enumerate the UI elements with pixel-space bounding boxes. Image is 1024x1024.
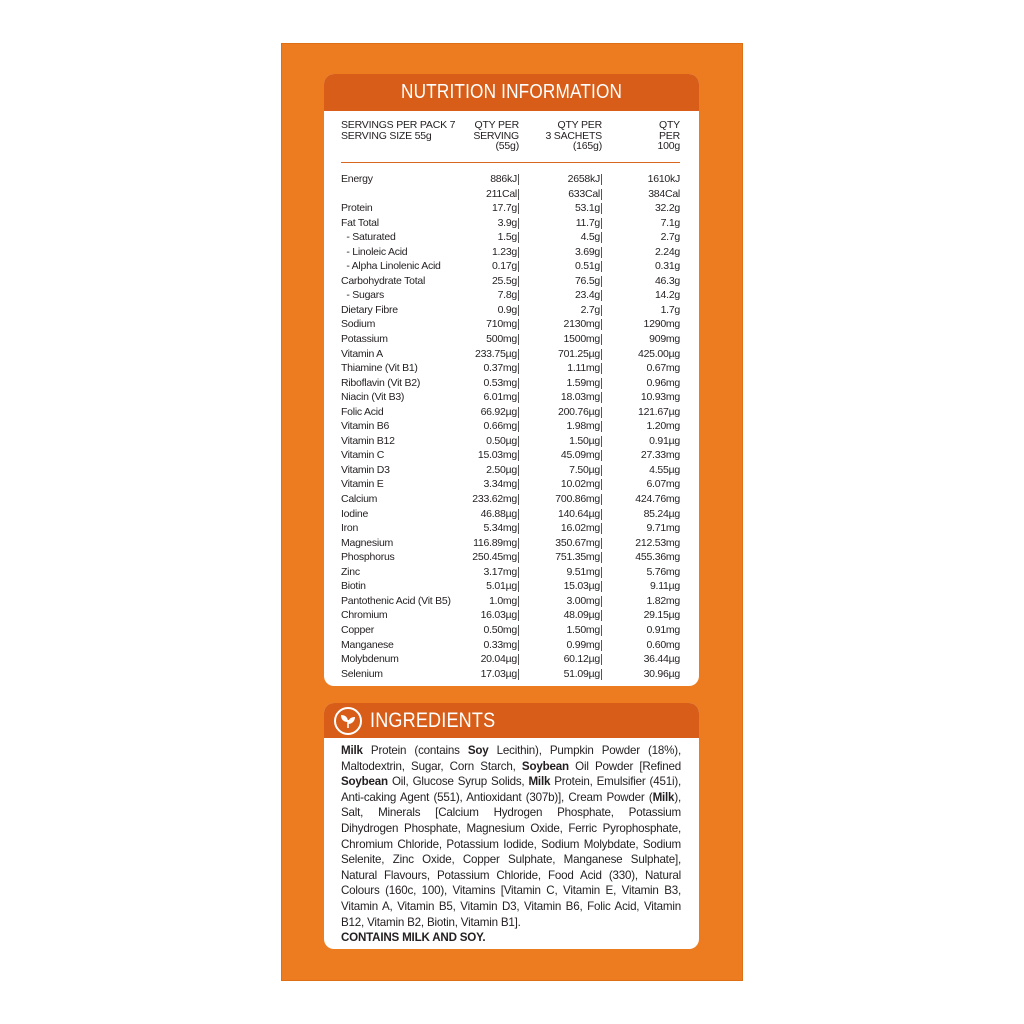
value-per-serving: 0.9g <box>497 303 517 316</box>
value-3-sachets: 2.7g <box>580 303 600 316</box>
value-per-serving: 250.45mg <box>472 551 517 564</box>
value-3-sachets: 701.25µg <box>557 347 600 360</box>
ingredients-header <box>324 703 699 738</box>
serving-info <box>341 120 455 141</box>
nutrition-row <box>341 245 680 260</box>
value-per-100g: 30.96µg <box>643 667 680 680</box>
value-3-sachets: 4.5g <box>580 231 600 244</box>
nutrition-header <box>324 74 699 111</box>
serving-size: SERVING SIZE 55g <box>341 129 432 142</box>
value-per-serving: 66.92µg <box>480 405 517 418</box>
ingredient-text: Protein (contains <box>362 744 468 757</box>
value-3-sachets: 23.4g <box>574 289 600 302</box>
nutrition-row <box>341 638 680 653</box>
value-per-100g: 0.31g <box>654 260 680 273</box>
ingredients-panel <box>324 703 699 949</box>
value-3-sachets: 45.09mg <box>560 449 600 462</box>
nutrition-table-header <box>341 120 680 158</box>
value-per-serving: 500mg <box>486 333 517 346</box>
column-header-per-100g <box>657 120 680 152</box>
value-per-serving: 5.01µg <box>486 580 517 593</box>
value-per-serving: 1.23g <box>491 245 517 258</box>
value-3-sachets: 751.35mg <box>555 551 600 564</box>
value-per-serving: 16.03µg <box>480 609 517 622</box>
value-per-100g: 909mg <box>649 333 680 346</box>
value-per-serving: 0.17g <box>491 260 517 273</box>
nutrient-label: Copper <box>341 623 374 636</box>
value-per-100g: 1290mg <box>643 318 680 331</box>
ingredient-text: Protein, Emulsifier (451i), Anti-caking Agent (551), Antioxidant (307b)], Cream Powder ( <box>341 775 681 804</box>
nutrient-label: Magnesium <box>341 536 394 549</box>
nutrient-label: Thiamine (Vit B1) <box>341 362 418 375</box>
value-3-sachets: 18.03mg <box>560 391 600 404</box>
value-per-100g: 9.71mg <box>646 522 680 535</box>
value-per-serving: 17.03µg <box>480 667 517 680</box>
allergen-word: Soybean <box>521 759 569 773</box>
nutrient-label: Vitamin D3 <box>341 463 390 476</box>
value-per-serving: 17.7g <box>491 202 517 215</box>
allergen-word: Soy <box>467 744 489 757</box>
value-3-sachets: 2130mg <box>563 318 600 331</box>
value-per-100g: 5.76mg <box>646 565 680 578</box>
nutrition-row <box>341 448 680 463</box>
nutrition-row <box>341 579 680 594</box>
nutrient-label: - Linoleic Acid <box>341 245 408 258</box>
nutrient-label: Selenium <box>341 667 383 680</box>
nutrition-row <box>341 667 680 682</box>
value-per-serving: 15.03mg <box>477 449 517 462</box>
nutrient-label: Calcium <box>341 493 378 506</box>
nutrition-row <box>341 172 680 187</box>
value-per-serving: 3.34mg <box>483 478 517 491</box>
value-per-serving: 20.04µg <box>480 653 517 666</box>
nutrition-row <box>341 347 680 362</box>
value-per-serving: 0.37mg <box>483 362 517 375</box>
nutrient-label: Potassium <box>341 333 388 346</box>
value-3-sachets: 15.03µg <box>563 580 600 593</box>
value-per-serving: 233.62mg <box>472 493 517 506</box>
col3-line3: 100g <box>657 140 680 152</box>
nutrition-row <box>341 434 680 449</box>
ingredient-text: Oil Powder [Refined <box>568 759 681 773</box>
value-per-serving: 5.34mg <box>483 522 517 535</box>
value-3-sachets: 0.51g <box>574 260 600 273</box>
servings-per-pack: SERVINGS PER PACK 7 <box>341 119 456 131</box>
value-per-100g: 0.60mg <box>646 638 680 651</box>
nutrient-label: Energy <box>341 173 373 185</box>
value-per-serving: 1.5g <box>497 231 517 244</box>
nutrient-label: Niacin (Vit B3) <box>341 391 405 404</box>
value-3-sachets: 48.09µg <box>563 609 600 622</box>
value-per-100g: 212.53mg <box>635 536 680 549</box>
nutrition-row <box>341 507 680 522</box>
nutrition-row <box>341 623 680 638</box>
nutrient-label: Sodium <box>341 318 376 331</box>
ingredient-text: ), Salt, Minerals [Calcium Hydrogen Phosphate, Potassium Dihydrogen Phosphate, Magnesium Oxide, Ferric Pyrophosphate, Chromium Chloride, Potassium Iodide, Sodium Molybdate, Sodium Selenite, Zinc Oxide, Copper Sulphate, Manganese Sulphate], Natural Flavours, Potassium Chloride, Food Acid (330), Natural Colours (160c, 100), Vitamins [Vitamin C, Vitamin E, Vitamin B3, Vitamin A, Vitamin B5, Vitamin D3, Vitamin B6, Folic Acid, Vitamin B12, Vitamin B2, Biotin, Vitamin B1]. <box>341 790 681 929</box>
value-per-100g: 7.1g <box>660 216 680 229</box>
nutrient-label: Carbohydrate Total <box>341 274 426 287</box>
nutrient-label: Vitamin A <box>341 347 383 360</box>
value-per-100g: 455.36mg <box>635 551 680 564</box>
value-per-100g: 9.11µg <box>649 580 680 593</box>
nutrition-row <box>341 536 680 551</box>
allergen-word: Milk <box>341 744 363 757</box>
nutrition-row <box>341 259 680 274</box>
nutrition-row <box>341 463 680 478</box>
nutrient-label: Molybdenum <box>341 653 399 666</box>
value-per-100g: 384Cal <box>648 187 680 200</box>
nutrition-row <box>341 332 680 347</box>
nutrition-row <box>341 390 680 405</box>
value-3-sachets: 1.50µg <box>569 434 600 447</box>
value-per-100g: 6.07mg <box>646 478 680 491</box>
value-per-serving: 211Cal <box>486 187 517 200</box>
value-per-100g: 36.44µg <box>643 653 680 666</box>
value-3-sachets: 1.50mg <box>566 623 600 636</box>
value-per-100g: 2.24g <box>654 245 680 258</box>
value-per-100g: 2.7g <box>660 231 680 244</box>
nutrient-label: Vitamin C <box>341 449 385 462</box>
column-header-per-serving <box>473 120 519 152</box>
ingredients-title: INGREDIENTS <box>370 708 496 732</box>
nutrition-row <box>341 187 680 202</box>
column-header-3-sachets <box>545 120 602 152</box>
header-divider <box>341 162 680 163</box>
nutrient-label: Biotin <box>341 580 366 593</box>
nutrient-label: Iodine <box>341 507 369 520</box>
value-per-100g: 0.96mg <box>646 376 680 389</box>
nutrient-label: Manganese <box>341 638 394 651</box>
col1-line1: QTY PER <box>474 119 519 131</box>
col2-line1: QTY PER <box>557 119 602 131</box>
value-3-sachets: 200.76µg <box>557 405 600 418</box>
value-per-100g: 0.91µg <box>649 434 680 447</box>
nutrient-label: Phosphorus <box>341 551 395 564</box>
nutrition-row <box>341 477 680 492</box>
value-3-sachets: 60.12µg <box>563 653 600 666</box>
nutrition-row <box>341 608 680 623</box>
nutrient-label: Vitamin B6 <box>341 420 390 433</box>
allergen-statement: CONTAINS MILK AND SOY. <box>341 931 486 945</box>
nutrition-row <box>341 521 680 536</box>
value-per-100g: 0.67mg <box>646 362 680 375</box>
nutrient-label: Riboflavin (Vit B2) <box>341 376 421 389</box>
value-per-serving: 0.53mg <box>483 376 517 389</box>
value-per-serving: 0.66mg <box>483 420 517 433</box>
value-per-100g: 27.33mg <box>640 449 680 462</box>
value-per-100g: 1610kJ <box>647 173 680 185</box>
value-3-sachets: 76.5g <box>574 274 600 287</box>
value-per-serving: 7.8g <box>497 289 517 302</box>
nutrient-label: Fat Total <box>341 216 379 229</box>
nutrition-row <box>341 652 680 667</box>
value-3-sachets: 3.00mg <box>566 594 600 607</box>
value-per-100g: 1.20mg <box>646 420 680 433</box>
nutrition-row <box>341 230 680 245</box>
ingredient-text: Oil, Glucose Syrup Solids, <box>387 775 529 789</box>
nutrition-row <box>341 274 680 289</box>
nutrition-row <box>341 550 680 565</box>
nutrition-row <box>341 201 680 216</box>
nutrition-table <box>341 120 680 681</box>
nutrient-label: Dietary Fibre <box>341 303 398 316</box>
value-3-sachets: 350.67mg <box>555 536 600 549</box>
nutrient-label: Folic Acid <box>341 405 384 418</box>
value-per-100g: 85.24µg <box>643 507 680 520</box>
value-per-serving: 46.88µg <box>480 507 517 520</box>
nutrition-row <box>341 303 680 318</box>
value-per-serving: 3.17mg <box>483 565 517 578</box>
nutrition-row <box>341 565 680 580</box>
value-per-100g: 32.2g <box>654 202 680 215</box>
nutrition-row <box>341 492 680 507</box>
value-3-sachets: 0.99mg <box>566 638 600 651</box>
value-per-serving: 6.01mg <box>483 391 517 404</box>
nutrient-label: - Alpha Linolenic Acid <box>341 260 441 273</box>
nutrient-label: Vitamin E <box>341 478 384 491</box>
value-per-serving: 710mg <box>486 318 517 331</box>
value-3-sachets: 140.64µg <box>557 507 600 520</box>
value-per-100g: 14.2g <box>654 289 680 302</box>
allergen-word: Milk <box>652 790 675 804</box>
nutrition-row <box>341 216 680 231</box>
nutrition-panel <box>324 74 699 686</box>
value-3-sachets: 10.02mg <box>560 478 600 491</box>
value-per-serving: 25.5g <box>491 274 517 287</box>
nutrition-row <box>341 317 680 332</box>
allergen-word: Milk <box>528 775 551 789</box>
value-3-sachets: 3.69g <box>574 245 600 258</box>
nutrient-label: Pantothenic Acid (Vit B5) <box>341 594 451 607</box>
value-3-sachets: 53.1g <box>574 202 600 215</box>
ingredient-text: Lecithin), Pumpkin Powder (18%), Maltodextrin, Sugar, Corn Starch, <box>341 744 681 773</box>
value-3-sachets: 11.7g <box>575 216 600 229</box>
nutrition-rows <box>341 172 680 681</box>
col1-line2: SERVING <box>473 129 519 142</box>
nutrient-label: Iron <box>341 522 359 535</box>
value-per-serving: 0.50µg <box>486 434 517 447</box>
value-3-sachets: 9.51mg <box>566 565 600 578</box>
value-3-sachets: 700.86mg <box>555 493 600 506</box>
value-3-sachets: 16.02mg <box>560 522 600 535</box>
nutrition-row <box>341 376 680 391</box>
value-3-sachets: 1.11mg <box>567 362 600 375</box>
value-per-100g: 10.93mg <box>640 391 680 404</box>
col3-line2: PER <box>659 129 680 142</box>
nutrition-row <box>341 405 680 420</box>
nutrient-label: Zinc <box>341 565 360 578</box>
value-3-sachets: 1.59mg <box>566 376 600 389</box>
value-per-100g: 121.67µg <box>637 405 680 418</box>
value-per-100g: 425.00µg <box>637 347 680 360</box>
value-3-sachets: 51.09µg <box>563 667 600 680</box>
col2-line2: 3 SACHETS <box>545 129 602 142</box>
value-per-100g: 46.3g <box>654 274 680 287</box>
col3-line1: QTY <box>659 119 680 131</box>
value-per-100g: 0.91mg <box>646 623 680 636</box>
allergen-word: Soybean <box>341 775 388 789</box>
nutrient-label: Chromium <box>341 609 388 622</box>
value-per-serving: 2.50µg <box>486 463 517 476</box>
nutrient-label: Protein <box>341 202 373 215</box>
nutrition-row <box>341 419 680 434</box>
value-3-sachets: 2658kJ <box>567 173 600 185</box>
ingredients-list <box>341 744 681 929</box>
col2-line3: (165g) <box>572 140 602 152</box>
value-3-sachets: 7.50µg <box>569 463 600 476</box>
nutrient-label: - Sugars <box>341 289 385 302</box>
nutrient-label: Vitamin B12 <box>341 434 395 447</box>
col1-line3: (55g) <box>495 140 519 152</box>
value-per-100g: 29.15µg <box>643 609 680 622</box>
value-3-sachets: 1500mg <box>563 333 600 346</box>
leaf-icon <box>334 707 362 735</box>
nutrition-row <box>341 594 680 609</box>
nutrition-row <box>341 288 680 303</box>
value-3-sachets: 1.98mg <box>566 420 600 433</box>
value-per-serving: 233.75µg <box>474 347 517 360</box>
nutrition-row <box>341 361 680 376</box>
value-per-serving: 0.33mg <box>483 638 517 651</box>
value-per-serving: 886kJ <box>490 173 517 185</box>
value-per-serving: 116.89mg <box>473 536 517 549</box>
value-per-100g: 4.55µg <box>649 463 680 476</box>
value-per-serving: 0.50mg <box>483 623 517 636</box>
ingredients-text <box>341 743 681 946</box>
value-per-100g: 424.76mg <box>635 493 680 506</box>
nutrition-title: NUTRITION INFORMATION <box>400 81 623 103</box>
nutrient-label: - Saturated <box>341 231 396 244</box>
value-per-serving: 3.9g <box>497 216 517 229</box>
value-per-100g: 1.7g <box>660 303 680 316</box>
value-3-sachets: 633Cal <box>568 187 600 200</box>
value-per-100g: 1.82mg <box>646 594 680 607</box>
value-per-serving: 1.0mg <box>489 594 517 607</box>
